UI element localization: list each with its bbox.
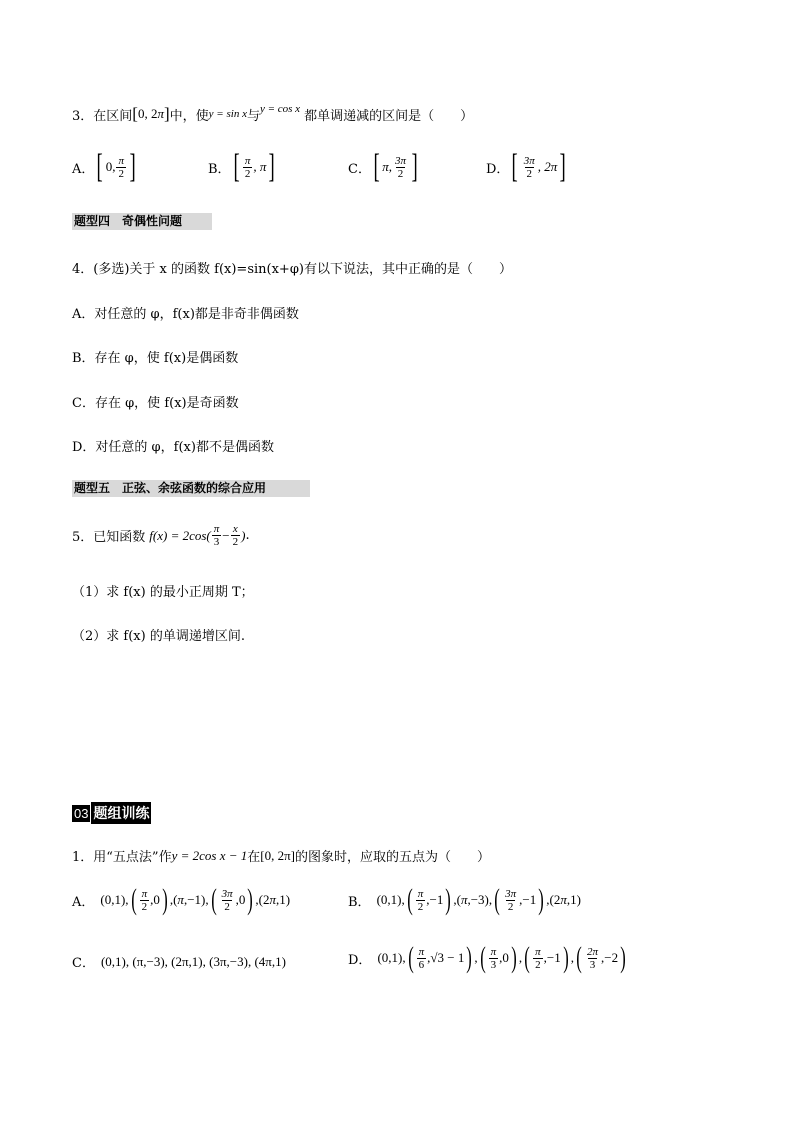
option-interval: [ 0, $\frac{\pi}{2}$ ] [96, 148, 136, 185]
option-label: A． [72, 894, 95, 910]
function-cos: y = cos x [259, 103, 301, 115]
interval-left: π, [382, 159, 393, 174]
fraction: $\frac{3\pi}{2}$ [523, 154, 535, 180]
question-4-option-a[interactable]: A．对任意的 φ，f(x)都是非奇非偶函数 [72, 307, 299, 322]
stem-text: 的图象时，应取的五点为（ ） [295, 850, 491, 865]
option-label: C． [348, 161, 371, 177]
group-option-b[interactable]: B． (0,1), ( $\frac{\pi}{2}$ ,−1 ) ,(π,−3), ( $\frac{3\pi}{2}$ ,−1 ) ,(2π,1) [348, 883, 581, 916]
stem-text: 在区间 [93, 108, 133, 124]
option-d[interactable] [486, 148, 569, 185]
minus-sign: − [222, 527, 230, 543]
fraction: $\frac{\pi}{2}$ [118, 154, 124, 180]
stem-text: 在 [247, 850, 261, 865]
option-interval: [ $\frac{3\pi}{2}$ , 2π ] [511, 148, 567, 185]
stem-text: 与 [246, 108, 260, 124]
function-expression: f(x) = 2cos( [149, 527, 211, 543]
interval-right: , π [253, 159, 267, 174]
question-number: 3． [72, 108, 94, 124]
interval-text: [0, 2π] [260, 847, 295, 863]
interval-bracket: [ 0, 2 π ] [132, 104, 170, 123]
group-option-c[interactable] [72, 952, 286, 971]
interval-text: 0, 2 [137, 106, 158, 121]
option-interval: [ $\frac{\pi}{2}$ , π ] [233, 148, 276, 185]
question-4-option-b[interactable]: B．存在 φ，使 f(x)是偶函数 [72, 351, 239, 366]
option-label: B． [348, 894, 371, 910]
option-label: B． [208, 161, 231, 177]
group-option-a[interactable]: A． (0,1), ( $\frac{\pi}{2}$ ,0 ) ,(π,−1), ( $\frac{3\pi}{2}$ ,0 ) ,(2π,1) [72, 883, 291, 916]
interval-right: , 2π [537, 159, 558, 174]
question-5-sub-2: （2）求 f(x) 的单调递增区间. [72, 629, 245, 644]
question-5-stem [72, 523, 250, 548]
group-option-d[interactable]: D． (0,1), ( $\frac{\pi}{6}$ ,√3 − 1 ) , ( $\frac{\pi}{3}$ ,0 ) , ( $\frac{\pi}{2}$ ,−1 ) , ( $\frac{2\pi}{3}$ ,−2 ) [348, 941, 626, 974]
question-4-stem: 4．(多选)关于 x 的函数 f(x)=sin(x+φ)有以下说法，其中正确的是（ ） [72, 262, 512, 277]
stem-text: 1．用“五点法”作 [72, 850, 172, 865]
stem-text: 都单调递减的区间是（ ） [304, 108, 474, 124]
option-b[interactable] [208, 148, 278, 185]
option-a[interactable] [72, 148, 138, 185]
question-5-sub-1: （1）求 f(x) 的最小正周期 T； [72, 585, 254, 600]
group-question-1-stem [72, 846, 490, 865]
period: . [245, 528, 250, 543]
function-expression: y = 2cos x − 1 [171, 847, 248, 863]
stem-text: 5．已知函数 [72, 530, 146, 545]
function-sin: y = sin x [208, 108, 247, 120]
option-label: D． [486, 161, 510, 177]
fraction-pi-3: $\frac{\pi}{3}$ [213, 523, 220, 548]
fraction-x-2: $\frac{x}{2}$ [232, 523, 239, 548]
section-number: 03 [74, 805, 89, 821]
option-label: C． [72, 956, 95, 971]
option-label: A． [72, 161, 95, 177]
question-3-stem [72, 104, 473, 124]
pi-symbol: π [157, 106, 164, 121]
option-c[interactable] [348, 148, 420, 185]
option-c-text: (0,1), (π,−3), (2π,1), (3π,−3), (4π,1) [100, 953, 286, 969]
fraction: $\frac{\pi}{2}$ [244, 154, 251, 180]
close-paren: ) [241, 527, 246, 543]
section-title: 题组训练 [91, 802, 151, 824]
fraction: $\frac{3\pi}{2}$ [395, 154, 407, 180]
question-4-option-c[interactable]: C．存在 φ，使 f(x)是奇函数 [72, 396, 239, 411]
option-interval: [ π, $\frac{3\pi}{2}$ ] [373, 148, 418, 185]
question-4-option-d[interactable]: D．对任意的 φ，f(x)都不是偶函数 [72, 440, 274, 455]
option-label: D． [348, 952, 372, 968]
section-tag-type-5: 题型五 正弦、余弦函数的综合应用 [72, 480, 310, 497]
section-header [72, 802, 151, 824]
interval-left: 0, [105, 159, 116, 174]
section-tag-type-4: 题型四 奇偶性问题 [72, 213, 212, 230]
stem-text: 中，使 [169, 108, 209, 124]
